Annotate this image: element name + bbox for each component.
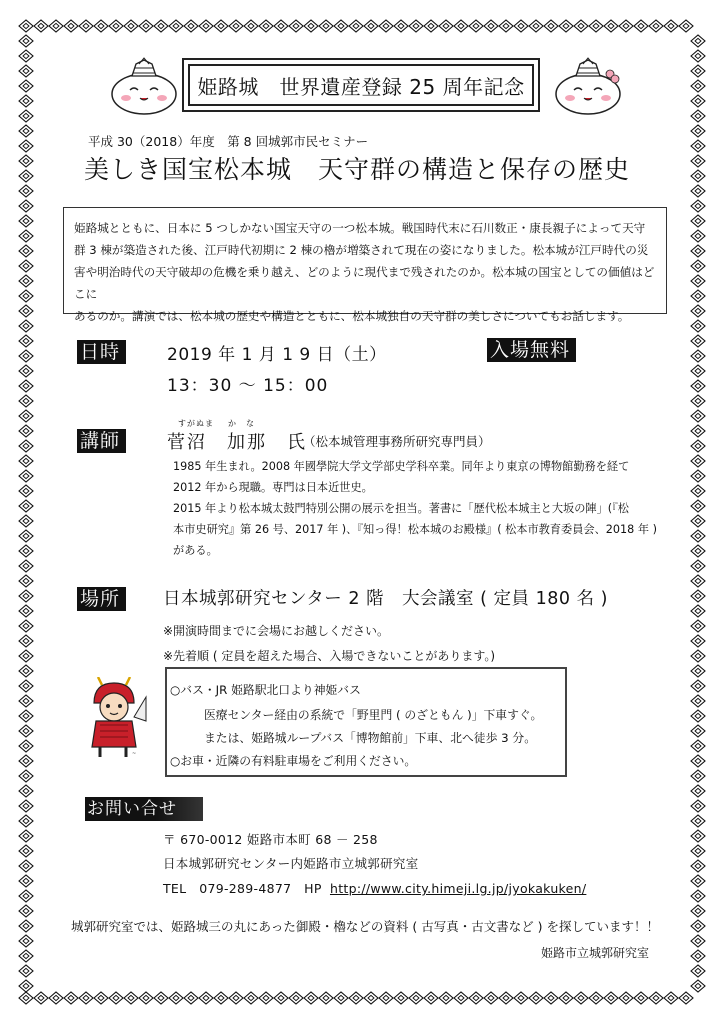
contact-address: 〒 670-0012 姫路市本町 68 － 258 — [163, 832, 378, 847]
admission-badge: 入場無料 — [487, 338, 576, 362]
access-info-box — [165, 667, 567, 777]
contact-tel-row — [163, 879, 586, 897]
datetime-label: 日時 — [77, 340, 126, 364]
website-link[interactable]: http://www.city.himeji.lg.jp/jyokakuken/ — [329, 881, 587, 896]
svg-text:~: ~ — [132, 751, 137, 757]
bio-line: 2012 年から現職。専門は日本近世史。 — [173, 481, 373, 494]
access-line: ○バス・JR 姫路駅北口より神姫バス — [170, 683, 361, 697]
shiromaru-mascot-right-icon — [552, 56, 624, 116]
access-line: 医療センター経由の系統で「野里門 ( のざともん )」下車すぐ。 — [204, 708, 543, 722]
materials-appeal: 城郭研究室では、姫路城三の丸にあった御殿・櫓などの資料 ( 古写真・古文書など ) を探しています！！ — [71, 919, 660, 934]
venue-note: ※先着順 ( 定員を超えた場合、入場できないことがあります。) — [163, 649, 496, 663]
access-line: または、姫路城ループバス「博物館前」下車、北へ徒歩 3 分。 — [204, 731, 536, 745]
samurai-mascot-icon — [80, 677, 148, 761]
contact-tel: TEL 079-289-4877 HP — [163, 881, 322, 896]
ruby-given: か な — [228, 419, 255, 428]
venue-note: ※開演時間までに会場にお越しください。 — [163, 624, 390, 638]
lecturer-title: （松本城管理事務所研究専門員） — [303, 434, 491, 449]
bio-line: 2015 年より松本城太鼓門特別公開の展示を担当。著書に「歴代松本城主と大坂の陣」(『松 — [173, 502, 629, 515]
bio-line: 1985 年生まれ。2008 年國學院大学文学部史学科卒業。同年より東京の博物館勤務を経て — [173, 460, 630, 473]
banner-title: 姫路城 世界遺産登録 25 周年記念 — [188, 64, 534, 106]
seminar-title: 美しき国宝松本城 天守群の構造と保存の歴史 — [84, 155, 631, 184]
seminar-subtitle: 平成 30（2018）年度 第 8 回城郭市民セミナー — [88, 134, 369, 149]
description-box — [63, 207, 667, 323]
event-time: 13：30 ～ 15：00 — [167, 376, 329, 396]
bio-line: がある。 — [173, 544, 218, 557]
bio-line: 本市史研究』第 26 号、2017 年 )、『知っ得！松本城のお殿様』( 松本市教育委員会、2018 年 ) — [173, 523, 657, 536]
description-line: あるのか。講演では、松本城の歴史や構造とともに、松本城独自の天守群の美しさについてもお話します。 — [74, 309, 630, 323]
lecturer-bio — [173, 456, 663, 561]
description-line: 害や明治時代の天守破却の危機を乗り越え、どのように現代まで残されたのか。松本城の国宝としての価値はどこに — [74, 265, 655, 301]
contact-org: 日本城郭研究センター内姫路市立城郭研究室 — [163, 856, 419, 871]
anniversary-banner — [182, 58, 540, 112]
access-line: ○お車・近隣の有料駐車場をご利用ください。 — [170, 754, 417, 768]
lecturer-name: 菅沼 加那 氏 — [167, 432, 307, 453]
signature: 姫路市立城郭研究室 — [541, 946, 650, 960]
venue-name: 日本城郭研究センター 2 階 大会議室 ( 定員 180 名 ) — [163, 589, 608, 609]
event-date: 2019 年 1 月 1 9 日（土） — [167, 345, 387, 365]
contact-label: お問い合せ — [85, 797, 203, 821]
shiromaru-mascot-left-icon — [108, 56, 180, 116]
description-line: 姫路城とともに、日本に 5 つしかない国宝天守の一つ松本城。戦国時代末に石川数正・康長親子によって天守 — [74, 221, 646, 235]
ruby-family: すがぬま — [178, 419, 214, 428]
description-line: 群 3 棟が築造された後、江戸時代初期に 2 棟の櫓が増築されて現在の姿になりました。松本城が江戸時代の災 — [74, 243, 649, 257]
venue-label: 場所 — [77, 587, 126, 611]
lecturer-label: 講師 — [77, 429, 126, 453]
